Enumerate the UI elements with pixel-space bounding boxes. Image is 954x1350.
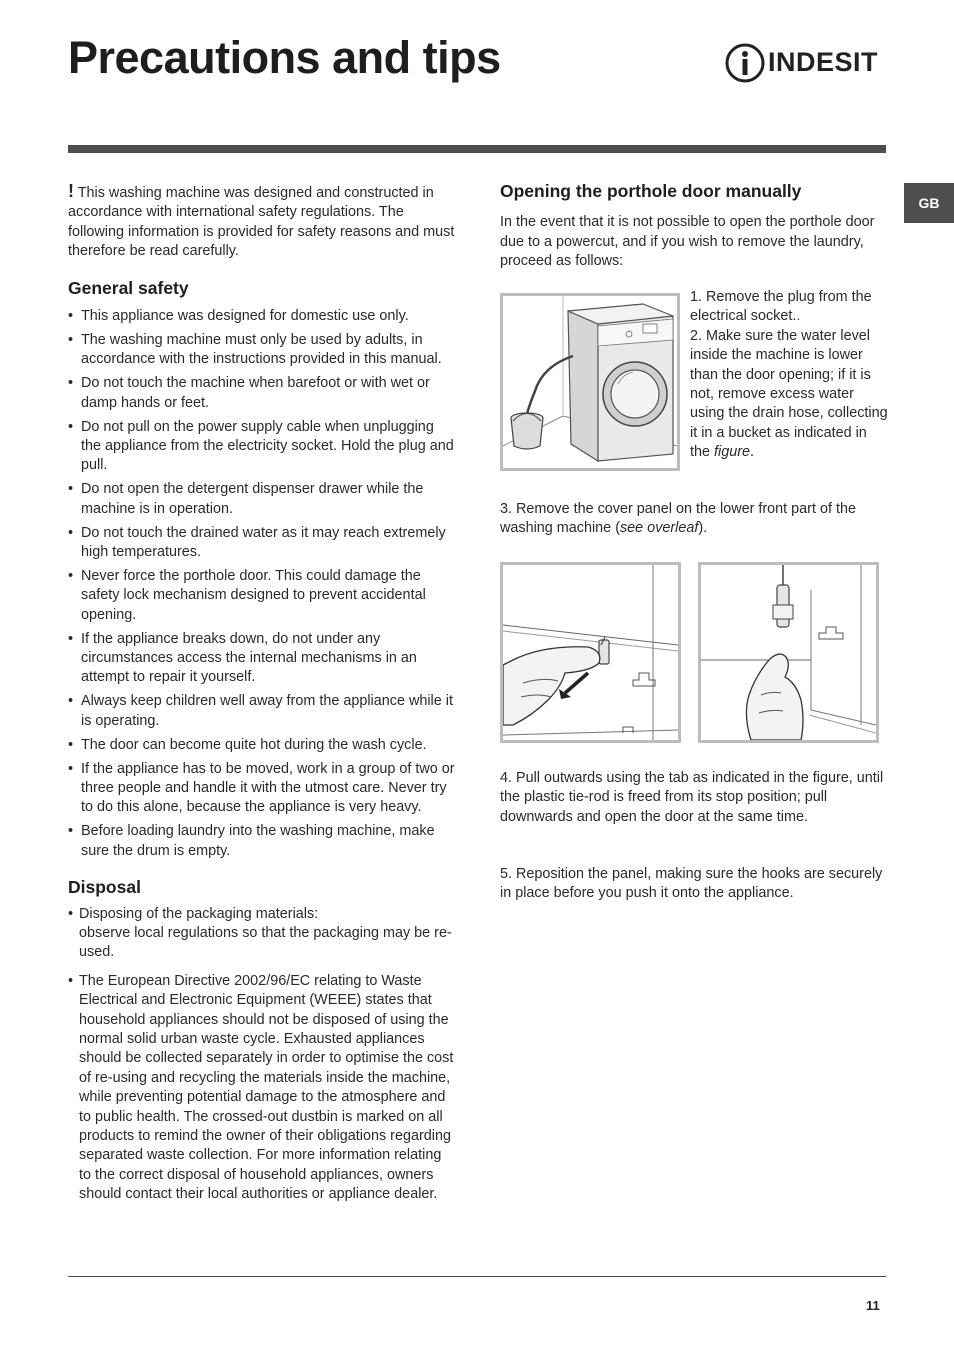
footer-rule bbox=[68, 1276, 886, 1277]
pull-tab-illustration bbox=[503, 565, 678, 740]
list-item bbox=[68, 905, 456, 963]
washing-machine-drain-illustration bbox=[503, 296, 677, 468]
figure-tie-rod bbox=[698, 562, 879, 743]
indesit-logo bbox=[724, 40, 886, 86]
brand-name: INDESIT bbox=[768, 47, 879, 77]
list-item: • The European Directive 2002/96/EC relating to Waste Electrical and Electronic Equipment (WEEE) states that household appliances should not be disposed of using the normal solid urban waste cycle. Exhausted appliances should be collected separately in order to optimise the cost of re-using and recycling the materials inside the machine, while preventing potential damage to the atmosphere and to public health. The crossed-out dustbin is marked on all products to remind the owner of their obligations regarding separated waste collection. For more information relating to the correct disposal of household appliances, owners should contact their local authorities or appliance dealer. bbox=[68, 972, 456, 1205]
left-column bbox=[68, 182, 456, 1214]
step-3-emphasis: see overleaf bbox=[619, 520, 699, 537]
figure-pull-tab bbox=[500, 562, 681, 743]
warning-marker: ! bbox=[68, 181, 74, 201]
disposal-packaging-title: Disposing of the packaging materials: bbox=[79, 905, 319, 922]
step-2-end: . bbox=[750, 444, 755, 461]
list-item: • Do not touch the machine when barefoot or with wet or damp hands or feet. bbox=[68, 374, 456, 413]
page-number: 11 bbox=[866, 1298, 880, 1313]
list-item: • Always keep children well away from the appliance while it is operating. bbox=[68, 692, 456, 731]
general-safety-list bbox=[68, 307, 456, 861]
disposal-packaging-text: observe local regulations so that the packaging may be re-used. bbox=[79, 924, 452, 961]
right-column bbox=[500, 181, 888, 902]
step-1-text: 1. Remove the plug from the electrical socket. bbox=[690, 289, 872, 325]
intro-paragraph bbox=[68, 182, 456, 262]
header-rule bbox=[68, 145, 886, 153]
intro-text: This washing machine was designed and constructed in accordance with international safety regulations. The following information is provided for safety reasons and must therefore be read carefully. bbox=[68, 185, 455, 260]
step-3 bbox=[500, 500, 888, 539]
step-4: 4. Pull outwards using the tab as indicated in the figure, until the plastic tie-rod is freed from its stop position; pull downwards and open the door at the same time. bbox=[500, 770, 884, 825]
list-item: • Never force the porthole door. This could damage the safety lock mechanism designed to prevent accidental opening. bbox=[68, 567, 456, 625]
step-2 bbox=[690, 327, 890, 463]
language-tab: GB bbox=[904, 183, 954, 223]
step-1-dot: . bbox=[796, 308, 801, 325]
opening-intro: In the event that it is not possible to open the porthole door due to a powercut, and if you wish to remove the laundry, proceed as follows: bbox=[500, 214, 875, 270]
disposal-list bbox=[68, 905, 456, 1205]
list-item: • The washing machine must only be used by adults, in accordance with the instructions provided in this manual. bbox=[68, 331, 456, 370]
figure-drain-hose bbox=[500, 293, 680, 471]
step-3-text: 3. Remove the cover panel on the lower front part of the washing machine ( bbox=[500, 501, 856, 537]
steps-1-2 bbox=[690, 288, 890, 463]
page-title: Precautions and tips bbox=[68, 32, 501, 83]
general-safety-heading: General safety bbox=[68, 277, 189, 298]
step-2-emphasis: figure bbox=[714, 444, 751, 461]
list-item: • Before loading laundry into the washing machine, make sure the drum is empty. bbox=[68, 822, 456, 861]
list-item: • This appliance was designed for domestic use only. bbox=[68, 307, 456, 326]
list-item: • If the appliance breaks down, do not under any circumstances access the internal mechanisms in an attempt to repair it yourself. bbox=[68, 630, 456, 688]
list-item: • The door can become quite hot during the wash cycle. bbox=[68, 736, 456, 755]
step-5: 5. Reposition the panel, making sure the hooks are securely in place before you push it onto the appliance. bbox=[500, 866, 883, 902]
step-2-text: 2. Make sure the water level inside the machine is lower than the door opening; if it is not, remove excess water using the drain hose, collecting it in a bucket as indicated in the bbox=[690, 327, 888, 461]
list-item: • Do not touch the drained water as it may reach extremely high temperatures. bbox=[68, 524, 456, 563]
indesit-logo-icon bbox=[724, 40, 768, 86]
disposal-heading: Disposal bbox=[68, 877, 141, 898]
list-item: • Do not open the detergent dispenser drawer while the machine is in operation. bbox=[68, 480, 456, 519]
list-item: • If the appliance has to be moved, work in a group of two or three people and handle it with the utmost care. Never try to do this alone, because the appliance is very heavy. bbox=[68, 760, 456, 818]
tie-rod-illustration bbox=[701, 565, 876, 740]
opening-heading: Opening the porthole door manually bbox=[500, 181, 802, 201]
list-item: • Do not pull on the power supply cable when unplugging the appliance from the electricity socket. Hold the plug and pull. bbox=[68, 418, 456, 476]
step-1 bbox=[690, 288, 890, 327]
step-3-end: ). bbox=[698, 520, 708, 537]
